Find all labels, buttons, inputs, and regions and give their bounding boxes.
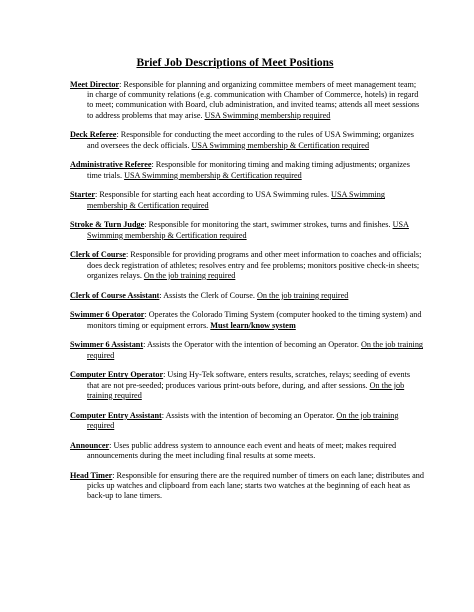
role-description: : Responsible for monitoring timing and making timing adjustments; organizes time trials.: [87, 160, 410, 180]
requirement: On the job training required: [87, 340, 424, 360]
role-description: : Using Hy-Tek software, enters results, scratches, relays; seeding of events that are not pre-seeded; produces various print-outs before, during, and after sessions.: [87, 370, 411, 390]
requirement: USA Swimming membership & Certification required: [124, 170, 302, 180]
requirement: On the job training required: [87, 380, 405, 400]
requirement: USA Swimming membership & Certification required: [191, 140, 370, 150]
requirement: On the job training required: [143, 270, 236, 280]
entry-meet-director: [70, 80, 424, 121]
entry-announcer: [70, 441, 424, 461]
page-title: Brief Job Descriptions of Meet Positions: [136, 57, 334, 69]
role-name: Computer Entry Assistant: [70, 410, 162, 420]
role-name: Stroke & Turn Judge: [70, 220, 145, 230]
entry-administrative-referee: [70, 160, 424, 180]
entry-head-timer: [70, 471, 424, 502]
entry-starter: [70, 190, 424, 210]
role-description: : Responsible for starting each heat according to USA Swimming rules.: [95, 190, 332, 200]
role-description: : Responsible for ensuring there are the required number of timers on each lane; distributes and picks up watches and clipboard from each lane; starts two watches at the beginning of each heat as back-up to lane timers.: [87, 470, 424, 501]
entry-computer-entry-operator: [70, 370, 424, 401]
requirement: USA Swimming membership & Certification required: [87, 190, 385, 210]
role-name: Administrative Referee: [70, 160, 152, 170]
requirement: USA Swimming membership & Certification required: [87, 220, 409, 240]
requirement: USA Swimming membership required: [204, 110, 331, 120]
role-description: : Responsible for planning and organizing committee members of meet management team; in charge of community relations (e.g. communication with Chamber of Commerce, hotels) in regard to meet; communication with Board, club administration, and invited teams; attends all meet sessions to address problems that may arise.: [87, 80, 420, 120]
role-description: : Assists the Clerk of Course.: [159, 290, 257, 300]
role-description: : Responsible for monitoring the start, swimmer strokes, turns and finishes.: [144, 220, 393, 230]
role-name: Clerk of Course: [70, 250, 126, 260]
role-name: Clerk of Course Assistant: [70, 290, 160, 300]
entry-swimmer-6-operator: [70, 310, 424, 330]
role-name: Announcer: [70, 440, 110, 450]
entry-stroke-turn-judge: [70, 220, 424, 240]
entry-clerk-of-course: [70, 250, 424, 281]
role-name: Head Timer: [70, 470, 113, 480]
requirement: On the job training required: [87, 410, 399, 430]
role-name: Swimmer 6 Assistant: [70, 340, 144, 350]
entry-deck-referee: [70, 130, 424, 150]
role-name: Starter: [70, 190, 96, 200]
role-name: Meet Director: [70, 80, 120, 89]
requirement: On the job training required: [256, 290, 349, 300]
role-description: : Assists the Operator with the intention of becoming an Operator.: [143, 340, 361, 350]
role-description: : Responsible for conducting the meet according to the rules of USA Swimming; organizes and oversees the deck officials.: [87, 130, 414, 150]
requirement: Must learn/know system: [210, 320, 296, 330]
role-description: : Uses public address system to announce each event and heats of meet; makes required announcements during the meet including final results at some meets.: [87, 440, 397, 460]
role-name: Computer Entry Operator: [70, 370, 164, 380]
entry-swimmer-6-assistant: [70, 340, 424, 360]
role-description: : Operates the Colorado Timing System (computer hooked to the timing system) and monitors timing or equipment errors.: [87, 310, 422, 330]
role-name: Deck Referee: [70, 130, 117, 140]
role-description: : Responsible for providing programs and other meet information to coaches and officials; does deck registration of athletes; resolves entry and fee problems; monitors positive check-in sheets; organizes relays.: [87, 250, 422, 280]
role-name: Swimmer 6 Operator: [70, 310, 145, 320]
entry-clerk-of-course-assistant: [70, 291, 424, 301]
entry-computer-entry-assistant: [70, 411, 424, 431]
role-description: : Assists with the intention of becoming an Operator.: [161, 410, 337, 420]
